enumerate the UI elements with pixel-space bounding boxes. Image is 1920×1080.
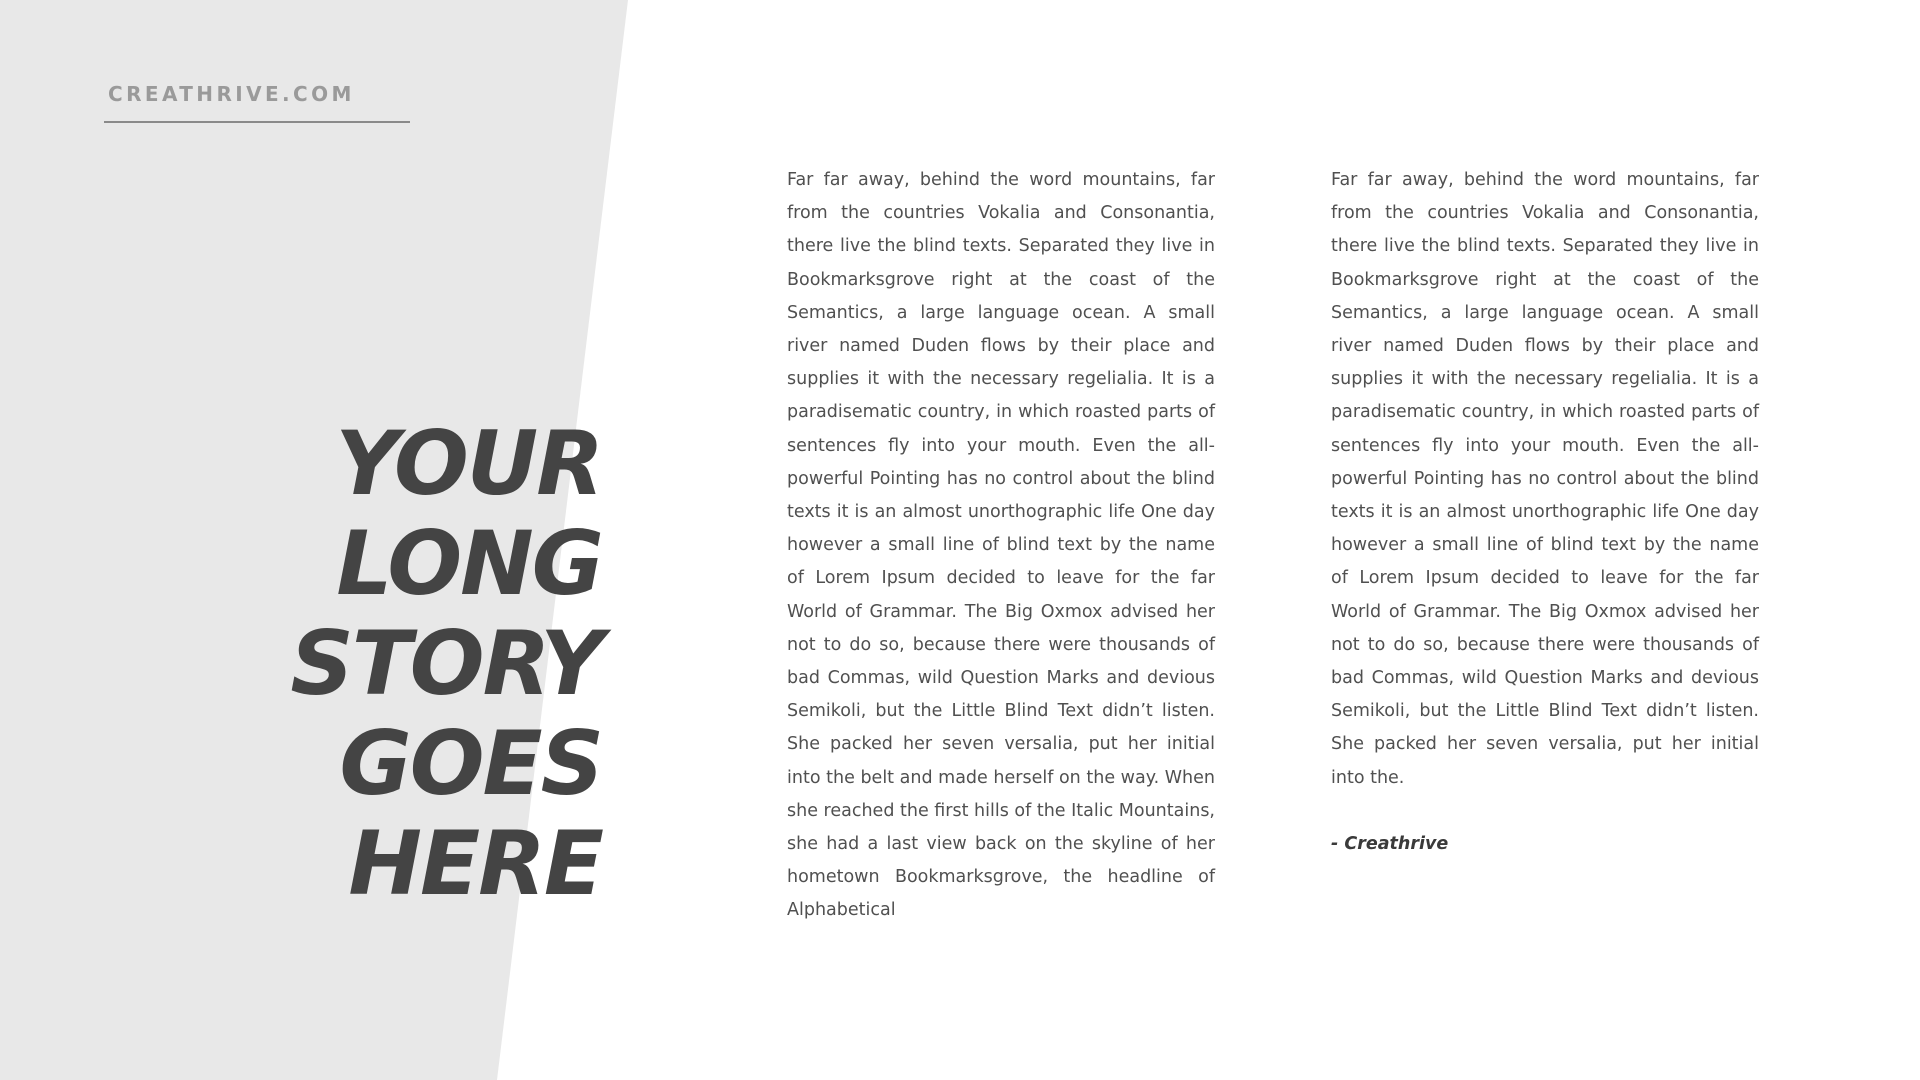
body-paragraph-right: Far far away, behind the word mountains, far from the countries Vokalia and Consonantia, there live the blind texts. Separated they live in Bookmarksgrove right at the coast of the Semantics, a large language ocean. A small river named Duden flows by their place and supplies it with the necessary regelialia. It is a paradisematic country, in which roasted parts of sentences fly into your mouth. Even the all-powerful Pointing has no control about the blind texts it is an almost unorthographic life One day however a small line of blind text by the name of Lorem Ipsum decided to leave for the far World of Grammar. The Big Oxmox advised her not to do so, because there were thousands of bad Commas, wild Question Marks and devious Semikoli, but the Little Blind Text didn’t listen. She packed her seven versalia, put her initial into the.	[1331, 170, 1759, 788]
body-paragraph-left: Far far away, behind the word mountains, far from the countries Vokalia and Consonantia, there live the blind texts. Separated they live in Bookmarksgrove right at the coast of the Semantics, a large language ocean. A small river named Duden flows by their place and supplies it with the necessary regelialia. It is a paradisematic country, in which roasted parts of sentences fly into your mouth. Even the all-powerful Pointing has no control about the blind texts it is an almost unorthographic life One day however a small line of blind text by the name of Lorem Ipsum decided to leave for the far World of Grammar. The Big Oxmox advised her not to do so, because there were thousands of bad Commas, wild Question Marks and devious Semikoli, but the Little Blind Text didn’t listen. She packed her seven versalia, put her initial into the belt and made herself on the way. When she reached the first hills of the Italic Mountains, she had a last view back on the skyline of her hometown Bookmarksgrove, the headline of Alphabetical	[787, 170, 1215, 921]
headline-line-1: YOUR	[335, 412, 602, 515]
brand-underline	[104, 121, 410, 123]
headline-line-2: LONG	[336, 512, 602, 615]
headline-line-3: STORY	[290, 612, 602, 715]
headline-line-4: GOES	[339, 712, 602, 815]
headline-line-5: HERE	[348, 812, 602, 915]
body-column-right	[1331, 164, 1759, 861]
signature: - Creathrive	[1331, 833, 1449, 854]
headline	[290, 414, 602, 914]
body-column-left	[787, 164, 1215, 928]
brand-logo-text: CREATHRIVE.COM	[108, 82, 355, 106]
